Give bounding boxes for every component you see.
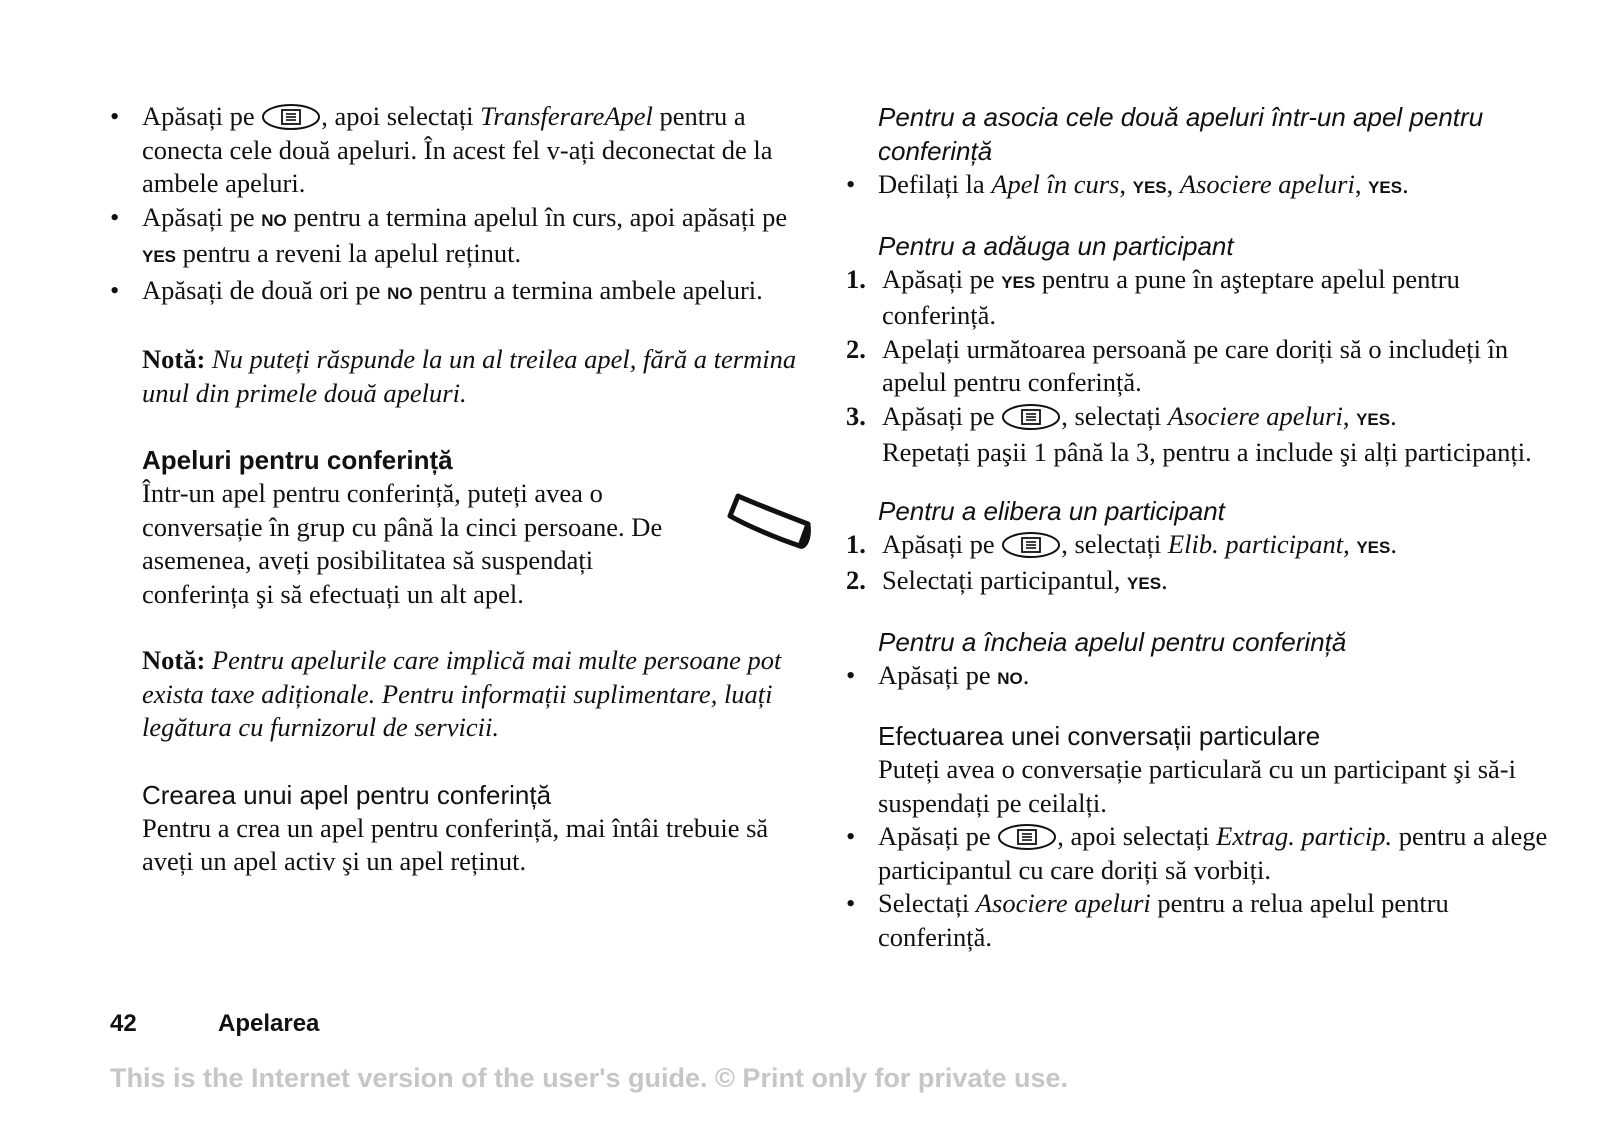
menu-key-icon	[997, 823, 1057, 851]
note-label: Notă:	[142, 645, 206, 675]
step-number: 1.	[846, 528, 866, 559]
list-item: • Apăsați pe , apoi selectați Extrag. particip. pentru a alege participantul cu care doriți să vorbiți.	[846, 821, 1548, 885]
key-label-yes: YES	[1368, 178, 1403, 197]
bullet: •	[846, 659, 856, 690]
note-text: Pentru apelurile care implică mai multe persoane pot exista taxe adiționale. Pentru informații suplimentare, luați legătura cu furnizorul de servicii.	[142, 645, 782, 742]
menu-key-icon	[261, 103, 321, 131]
section-heading: Apeluri pentru conferință	[142, 445, 453, 475]
bullet: •	[110, 274, 120, 305]
step-number: 2.	[846, 565, 866, 595]
list-item: • Apăsați pe NO.	[846, 659, 1556, 696]
key-label-yes: YES	[1356, 409, 1391, 429]
note	[110, 644, 820, 745]
note-label: Notă:	[142, 344, 206, 374]
right-column	[846, 100, 1556, 954]
key-label-yes: YES	[1132, 178, 1167, 197]
note	[110, 343, 820, 410]
bullet: •	[110, 101, 120, 131]
menu-key-icon	[1001, 531, 1061, 559]
menu-key-icon	[1001, 403, 1061, 431]
subsection-heading: Crearea unui apel pentru conferință	[142, 779, 552, 810]
procedure-heading: Pentru a asocia cele două apeluri într-un apel pentru conferință	[878, 102, 1484, 166]
subsection-heading: Efectuarea unei conversații particulare	[878, 721, 1321, 751]
key-label-no: NO	[997, 668, 1023, 688]
section-text: Într-un apel pentru conferință, puteți avea o conversație în grup cu până la cinci persoane. De asemenea, aveți posibilitatea să suspendați conferința şi să efectuați un alt apel.	[142, 478, 663, 609]
list-item: • Selectați Asociere apeluri pentru a relua apelul pentru conferință.	[846, 888, 1449, 952]
subsection-text: Puteți avea o conversație particulară cu un participant şi să-i suspendați pe ceilalți.	[878, 754, 1516, 818]
procedure-heading: Pentru a elibera un participant	[878, 495, 1225, 526]
left-column	[110, 100, 820, 879]
key-label-yes: YES	[1001, 272, 1036, 292]
key-label-yes: YES	[1127, 574, 1162, 593]
key-label-yes: YES	[142, 247, 177, 266]
bullet: •	[846, 888, 856, 918]
key-label-no: NO	[387, 283, 413, 303]
watermark-text: This is the Internet version of the user's guide. © Print only for private use.	[110, 1063, 1068, 1093]
bullet: •	[846, 821, 856, 851]
step: 2. Apelați următoarea persoană pe care doriți să o includeți în apelul pentru conferință.	[846, 333, 1509, 397]
bullet: •	[110, 201, 120, 232]
procedure-heading: Pentru a adăuga un participant	[878, 230, 1234, 261]
subsection-text: Pentru a crea un apel pentru conferință, mai întâi trebuie să aveți un apel activ şi un apel reținut.	[142, 812, 769, 876]
step: 1. Apăsați pe YES pentru a pune în aşteptare apelul pentru conferință.	[846, 263, 1460, 330]
step-number: 3.	[846, 400, 866, 431]
step: 3. Apăsați pe , selectați Asociere apeluri, YES. Repetați paşii 1 până la 3, pentru a include şi alți participanți.	[846, 400, 1532, 467]
bullet: •	[846, 169, 856, 199]
list-item: • Apăsați pe NO pentru a termina apelul în curs, apoi apăsați pe YES pentru a reveni la apelul reținut.	[110, 201, 788, 268]
page-number: 42	[110, 1010, 137, 1037]
note-text: Nu puteți răspunde la un al treilea apel, fără a termina unul din primele două apeluri.	[142, 344, 797, 408]
procedure-heading: Pentru a încheia apelul pentru conferință	[878, 626, 1347, 657]
section-name: Apelarea	[218, 1010, 320, 1037]
step-number: 1.	[846, 263, 866, 294]
list-item: • Apăsați de două ori pe NO pentru a termina ambele apeluri.	[110, 274, 820, 311]
phone-icon	[726, 490, 814, 552]
step-number: 2.	[846, 333, 866, 364]
list-item: • Apăsați pe , apoi selectați TransferareApel pentru a conecta cele două apeluri. În acest fel v-ați deconectat de la ambele apeluri.	[110, 101, 773, 198]
step: 1. Apăsați pe , selectați Elib. participant, YES.	[846, 528, 1556, 565]
key-label-no: NO	[261, 210, 287, 230]
list-item: • Defilați la Apel în curs, YES, Asociere apeluri, YES.	[846, 168, 1556, 205]
step: 2. Selectați participantul, YES.	[846, 564, 1556, 601]
key-label-yes: YES	[1356, 537, 1391, 557]
